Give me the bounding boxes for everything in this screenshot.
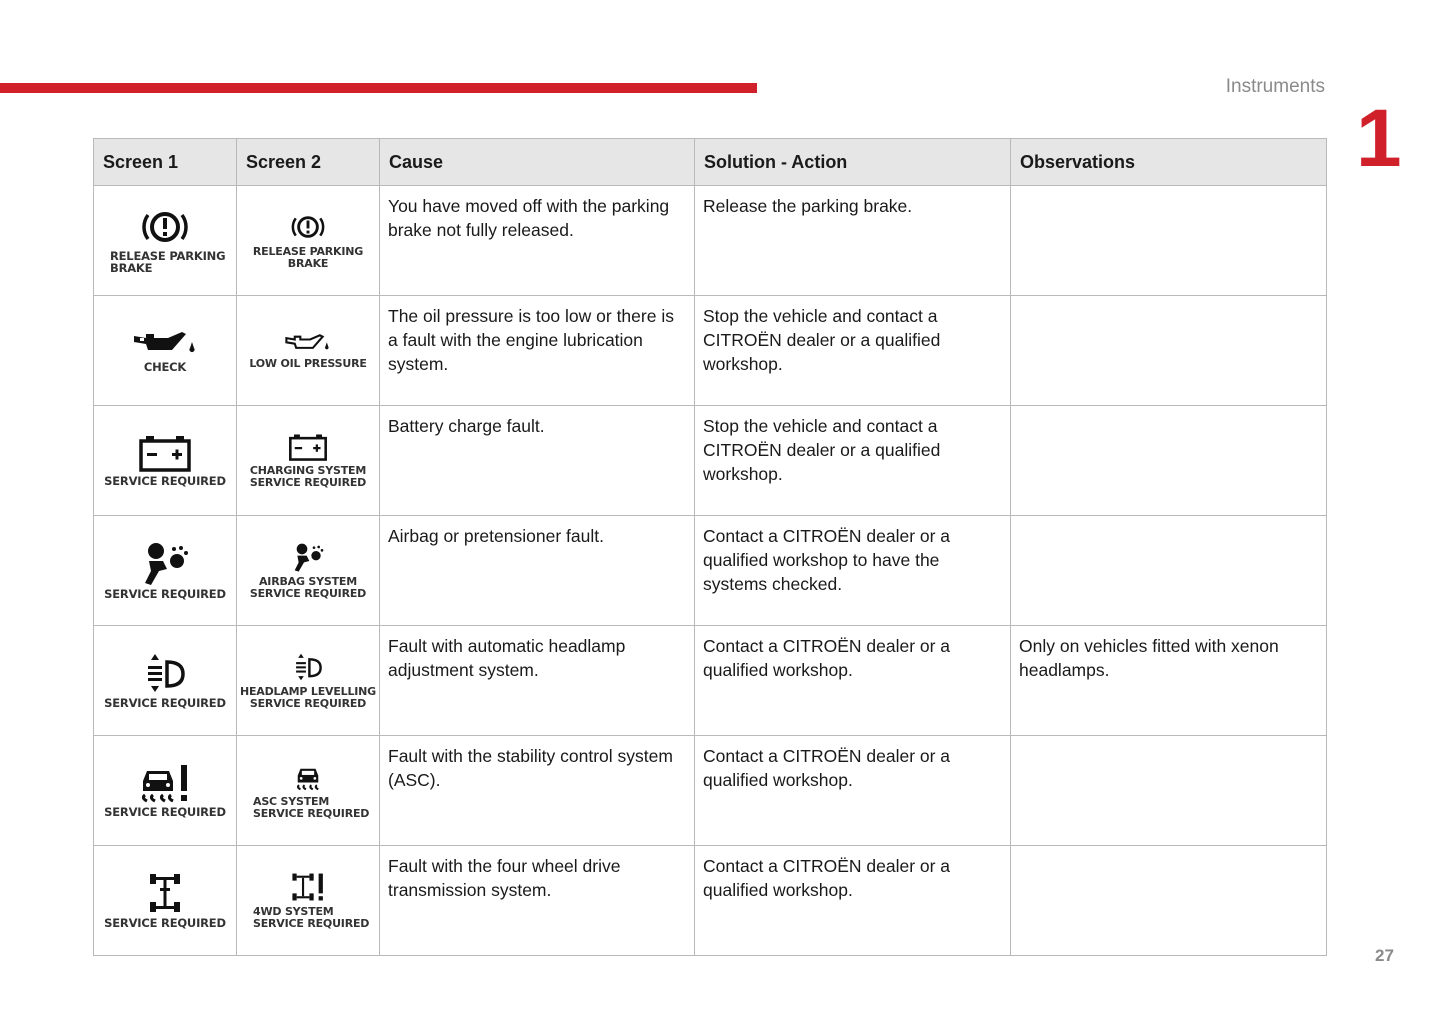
chapter-number: 1: [1356, 93, 1402, 184]
table-row: [94, 736, 1327, 846]
page-number: 27: [1375, 946, 1394, 965]
screen2-cell: [237, 186, 380, 296]
cause-cell: Fault with the stability control system (ASC).: [380, 736, 695, 846]
screen2-cell: [237, 846, 380, 956]
screen1-cell: [94, 846, 237, 956]
table-row: [94, 846, 1327, 956]
battery-icon: [288, 433, 328, 461]
parking-brake-warning-icon: [140, 207, 190, 247]
column-header-cause: Cause: [380, 139, 695, 186]
table-row: [94, 516, 1327, 626]
solution-cell: Stop the vehicle and contact a CITROËN dealer or a qualified workshop.: [695, 406, 1011, 516]
screen1-cell: [94, 296, 237, 406]
header-accent-bar: [0, 83, 757, 93]
table-header-row: [94, 139, 1327, 186]
battery-icon: [138, 434, 192, 472]
solution-cell: Release the parking brake.: [695, 186, 1011, 296]
screen2-label: CHARGING SYSTEM SERVICE REQUIRED: [249, 464, 367, 489]
observations-cell: [1011, 296, 1327, 406]
four-wheel-drive-icon: [291, 872, 325, 902]
screen2-label: ASC SYSTEM SERVICE REQUIRED: [253, 795, 370, 820]
screen2-cell: [237, 406, 380, 516]
cause-cell: Battery charge fault.: [380, 406, 695, 516]
oil-can-icon: [132, 328, 198, 358]
table-row: [94, 626, 1327, 736]
screen1-label: CHECK: [143, 359, 187, 374]
observations-cell: [1011, 186, 1327, 296]
column-header-solution: Solution - Action: [695, 139, 1011, 186]
cause-cell: Airbag or pretensioner fault.: [380, 516, 695, 626]
column-header-observations: Observations: [1011, 139, 1327, 186]
parking-brake-warning-icon: [290, 212, 326, 242]
screen1-cell: [94, 736, 237, 846]
screen2-label: LOW OIL PRESSURE: [249, 356, 367, 370]
screen1-label: SERVICE REQUIRED: [104, 915, 226, 930]
cause-cell: Fault with automatic headlamp adjustment system.: [380, 626, 695, 736]
solution-cell: Contact a CITROËN dealer or a qualified workshop.: [695, 736, 1011, 846]
warning-messages-table: [93, 138, 1327, 956]
solution-cell: Contact a CITROËN dealer or a qualified workshop.: [695, 626, 1011, 736]
screen2-label: RELEASE PARKING BRAKE: [252, 245, 364, 270]
screen1-label: RELEASE PARKING BRAKE: [110, 249, 226, 275]
cause-cell: The oil pressure is too low or there is a fault with the engine lubrication system.: [380, 296, 695, 406]
screen1-cell: [94, 186, 237, 296]
column-header-screen2: Screen 2: [237, 139, 380, 186]
headlamp-levelling-icon: [145, 652, 185, 694]
screen1-label: SERVICE REQUIRED: [104, 804, 226, 819]
observations-cell: Only on vehicles fitted with xenon headlamps.: [1011, 626, 1327, 736]
solution-cell: Stop the vehicle and contact a CITROËN dealer or a qualified workshop.: [695, 296, 1011, 406]
oil-can-icon: [285, 332, 331, 354]
screen1-cell: [94, 516, 237, 626]
observations-cell: [1011, 516, 1327, 626]
column-header-screen1: Screen 1: [94, 139, 237, 186]
airbag-icon: [292, 542, 324, 572]
screen1-label: SERVICE REQUIRED: [104, 586, 226, 601]
screen2-label: AIRBAG SYSTEM SERVICE REQUIRED: [249, 575, 367, 600]
screen2-cell: [237, 626, 380, 736]
screen1-cell: [94, 626, 237, 736]
screen2-cell: [237, 736, 380, 846]
cause-cell: You have moved off with the parking brake not fully released.: [380, 186, 695, 296]
table-row: [94, 406, 1327, 516]
screen2-label: 4WD SYSTEM SERVICE REQUIRED: [253, 905, 370, 930]
screen1-label: SERVICE REQUIRED: [104, 473, 226, 488]
airbag-icon: [141, 541, 189, 585]
table-row: [94, 296, 1327, 406]
table-row: [94, 186, 1327, 296]
screen1-label: SERVICE REQUIRED: [104, 695, 226, 710]
section-title: Instruments: [1225, 76, 1325, 97]
screen1-cell: [94, 406, 237, 516]
solution-cell: Contact a CITROËN dealer or a qualified workshop to have the systems checked.: [695, 516, 1011, 626]
headlamp-levelling-icon: [294, 652, 322, 682]
observations-cell: [1011, 736, 1327, 846]
four-wheel-drive-icon: [148, 872, 182, 914]
screen2-label: HEADLAMP LEVELLING SERVICE REQUIRED: [239, 685, 377, 710]
stability-control-icon: [139, 763, 191, 803]
screen2-cell: [237, 516, 380, 626]
cause-cell: Fault with the four wheel drive transmission system.: [380, 846, 695, 956]
solution-cell: Contact a CITROËN dealer or a qualified workshop.: [695, 846, 1011, 956]
screen2-cell: [237, 296, 380, 406]
observations-cell: [1011, 406, 1327, 516]
observations-cell: [1011, 846, 1327, 956]
stability-control-icon: [295, 762, 321, 792]
